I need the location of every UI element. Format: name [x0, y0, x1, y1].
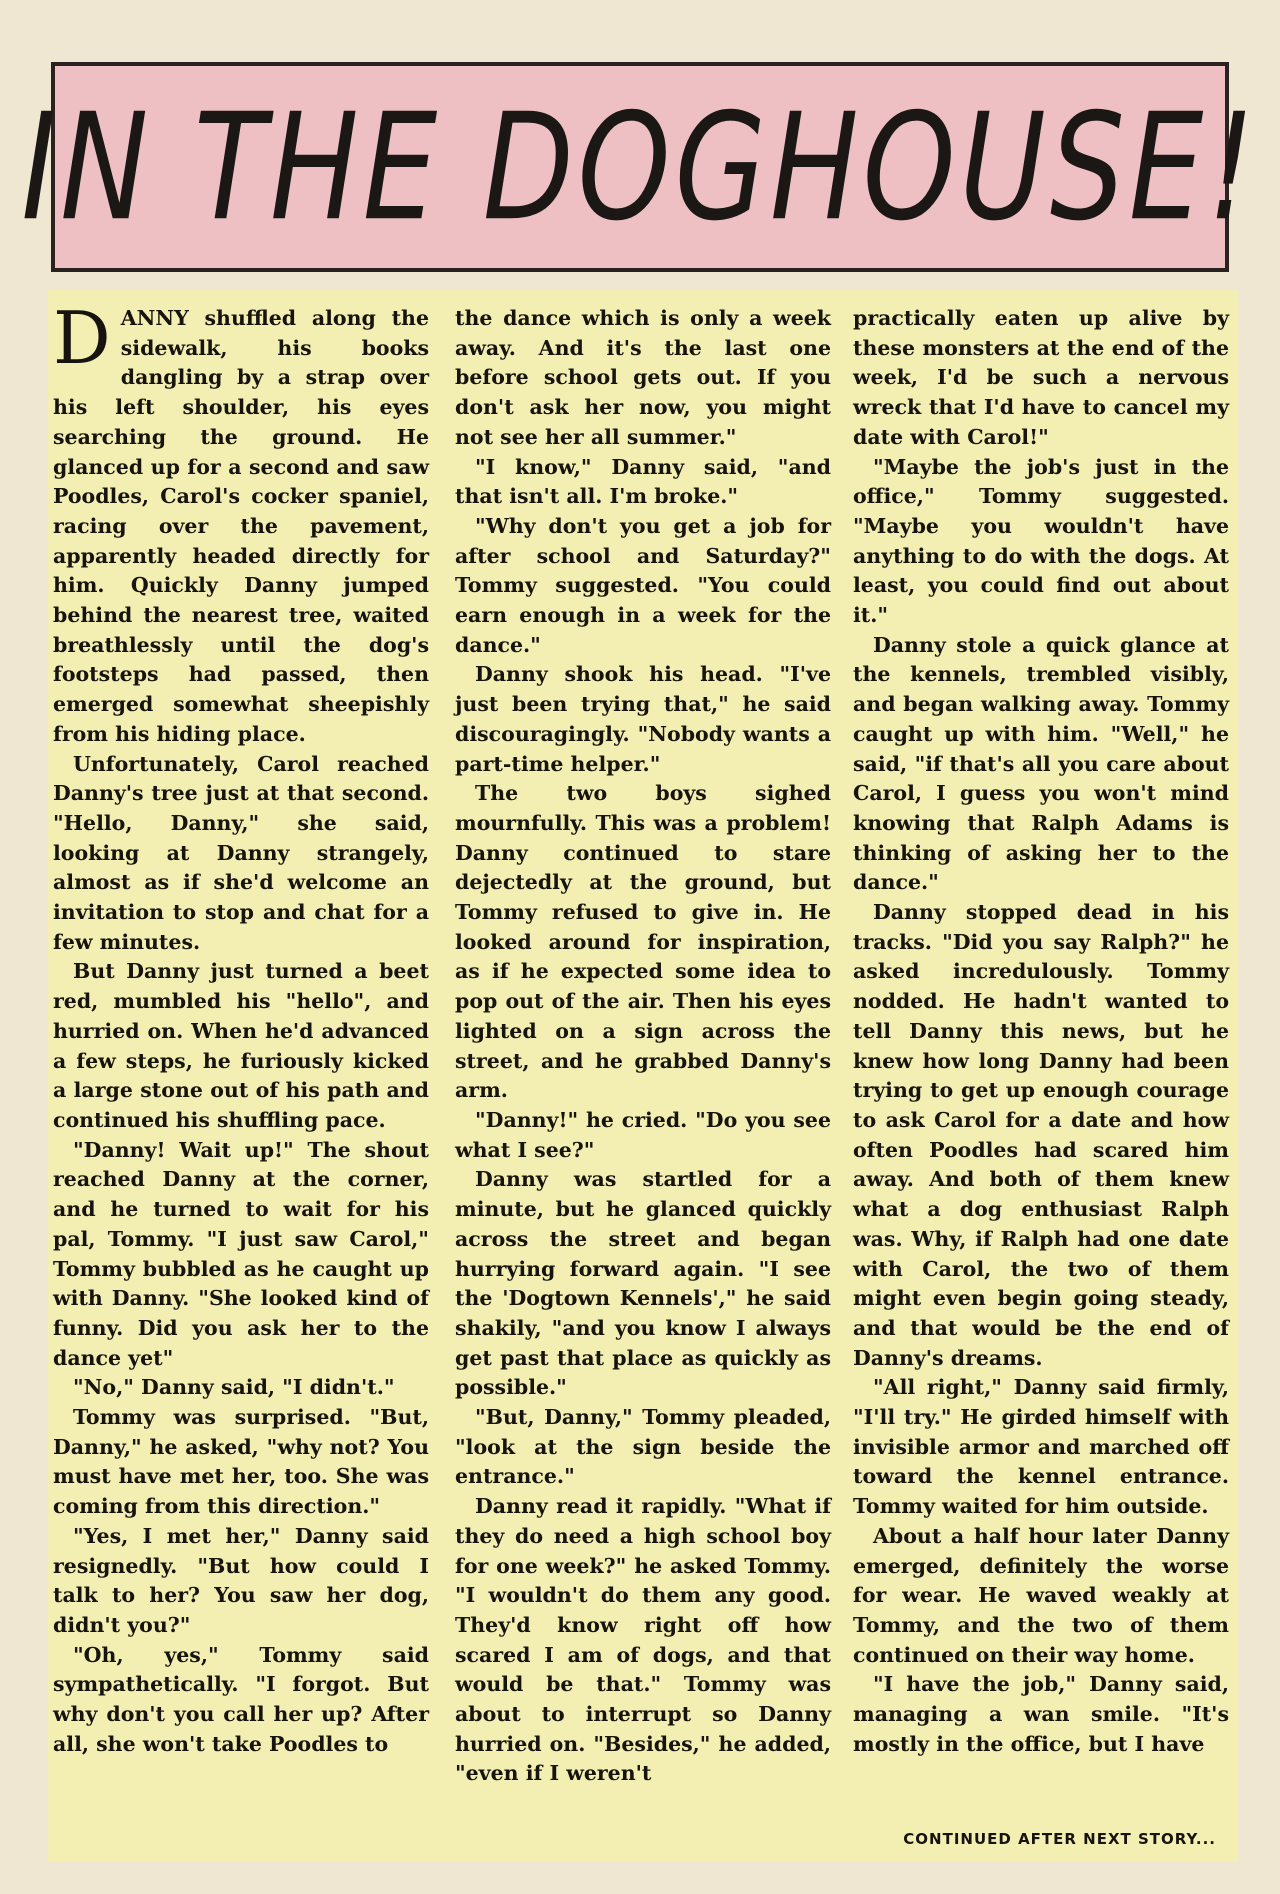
title-banner	[21, 62, 1259, 272]
paragraph: Danny stopped dead in his tracks. "Did you say Ralph?" he asked incredulously. Tommy nodded. He hadn't wanted to tell Danny this news, but he knew how long Danny had been trying to get up enough courage to ask Carol for a date and how often Poodles had scared him away. And both of them knew what a dog enthusiast Ralph was. Why, if Ralph had one date with Carol, the two of them might even begin going steady, and that would be the end of Danny's dreams.	[853, 900, 1229, 1370]
paragraph: "No," Danny said, "I didn't."	[73, 1375, 395, 1400]
paragraph: Danny shook his head. "I've just been trying that," he said discouragingly. "Nobody wants a part-time helper."	[455, 662, 831, 776]
continued-notice: CONTINUED AFTER NEXT STORY...	[903, 1830, 1216, 1848]
paragraph: practically eaten up alive by these monsters at the end of the week, I'd be such a nervous wreck that I'd have to cancel my date with Carol!"	[853, 306, 1229, 449]
text-column-3	[853, 304, 1229, 1759]
paragraph: DANNY shuffled along the sidewalk, his books dangling by a strap over his left shoulder, his eyes searching the ground. He glanced up for a second and saw Poodles, Carol's cocker spaniel, racing over the pavement, apparently headed directly for him. Quickly Danny jumped behind the nearest tree, waited breathlessly until the dog's footsteps had passed, then emerged somewhat sheepishly from his hiding place.	[53, 296, 429, 746]
text-column-2	[455, 304, 831, 1789]
paragraph: "Danny! Wait up!" The shout reached Danny at the corner, and he turned to wait for his pal, Tommy. "I just saw Carol," Tommy bubbled as he caught up with Danny. "She looked kind of funny. Did you ask her to the dance yet"	[53, 1137, 429, 1370]
paragraph: "Danny!" he cried. "Do you see what I see?"	[455, 1107, 831, 1162]
paragraph: Unfortunately, Carol reached Danny's tree just at that second. "Hello, Danny," she said, looking at Danny strangely, almost as if she'd welcome an invitation to stop and chat for a few minutes.	[53, 751, 429, 954]
paragraph: "Maybe the job's just in the office," Tommy suggested. "Maybe you wouldn't have anything to do with the dogs. At least, you could find out about it."	[853, 454, 1229, 628]
paragraph: Danny stole a quick glance at the kennels, trembled visibly, and began walking away. Tommy caught up with him. "Well," he said, "if that's all you care about Carol, I guess you won't mind knowing that Ralph Adams is thinking of asking her to the dance."	[853, 632, 1229, 895]
paragraph: "Oh, yes," Tommy said sympathetically. "I forgot. But why don't you call her up? After all, she won't take Poodles to	[53, 1642, 429, 1756]
drop-cap: D	[53, 296, 111, 380]
paragraph: "All right," Danny said firmly, "I'll try." He girded himself with invisible armor and marched off toward the kennel entrance. Tommy waited for him outside.	[853, 1375, 1229, 1519]
paragraph: "I have the job," Danny said, managing a wan smile. "It's mostly in the office, but I have	[853, 1672, 1229, 1756]
paragraph: "Yes, I met her," Danny said resignedly. "But how could I talk to her? You saw her dog, didn't you?"	[53, 1523, 429, 1637]
story-text-panel	[48, 290, 1238, 1862]
paragraph: About a half hour later Danny emerged, definitely the worse for wear. He waved weakly at Tommy, and the two of them continued on their way home.	[853, 1523, 1229, 1667]
paragraph: The two boys sighed mournfully. This was a problem! Danny continued to stare dejectedly at the ground, but Tommy refused to give in. He looked around for inspiration, as if he expected some idea to pop out of the air. Then his eyes lighted on a sign across the street, and he grabbed Danny's arm.	[455, 781, 831, 1103]
story-title: IN THE DOGHOUSE!	[21, 80, 1259, 254]
text-column-1	[53, 296, 429, 1759]
paragraph: Danny read it rapidly. "What if they do need a high school boy for one week?" he asked Tommy. "I wouldn't do them any good. They'd know right off how scared I am of dogs, and that would be that." Tommy was about to interrupt so Danny hurried on. "Besides," he added, "even if I weren't	[455, 1494, 831, 1786]
paragraph: "I know," Danny said, "and that isn't all. I'm broke."	[455, 454, 831, 509]
paragraph: the dance which is only a week away. And it's the last one before school gets out. If you don't ask her now, you might not see her all summer."	[455, 306, 831, 449]
paragraph: Danny was startled for a minute, but he glanced quickly across the street and began hurrying forward again. "I see the 'Dogtown Kennels'," he said shakily, "and you know I always get past that place as quickly as possible."	[455, 1167, 831, 1400]
paragraph: But Danny just turned a beet red, mumbled his "hello", and hurried on. When he'd advanced a few steps, he furiously kicked a large stone out of his path and continued his shuffling pace.	[53, 959, 429, 1132]
paragraph: "Why don't you get a job for after school and Saturday?" Tommy suggested. "You could earn enough in a week for the dance."	[455, 513, 831, 657]
paragraph: Tommy was surprised. "But, Danny," he asked, "why not? You must have met her, too. She was coming from this direction."	[53, 1405, 429, 1519]
paragraph: "But, Danny," Tommy pleaded, "look at the sign beside the entrance."	[455, 1405, 831, 1489]
